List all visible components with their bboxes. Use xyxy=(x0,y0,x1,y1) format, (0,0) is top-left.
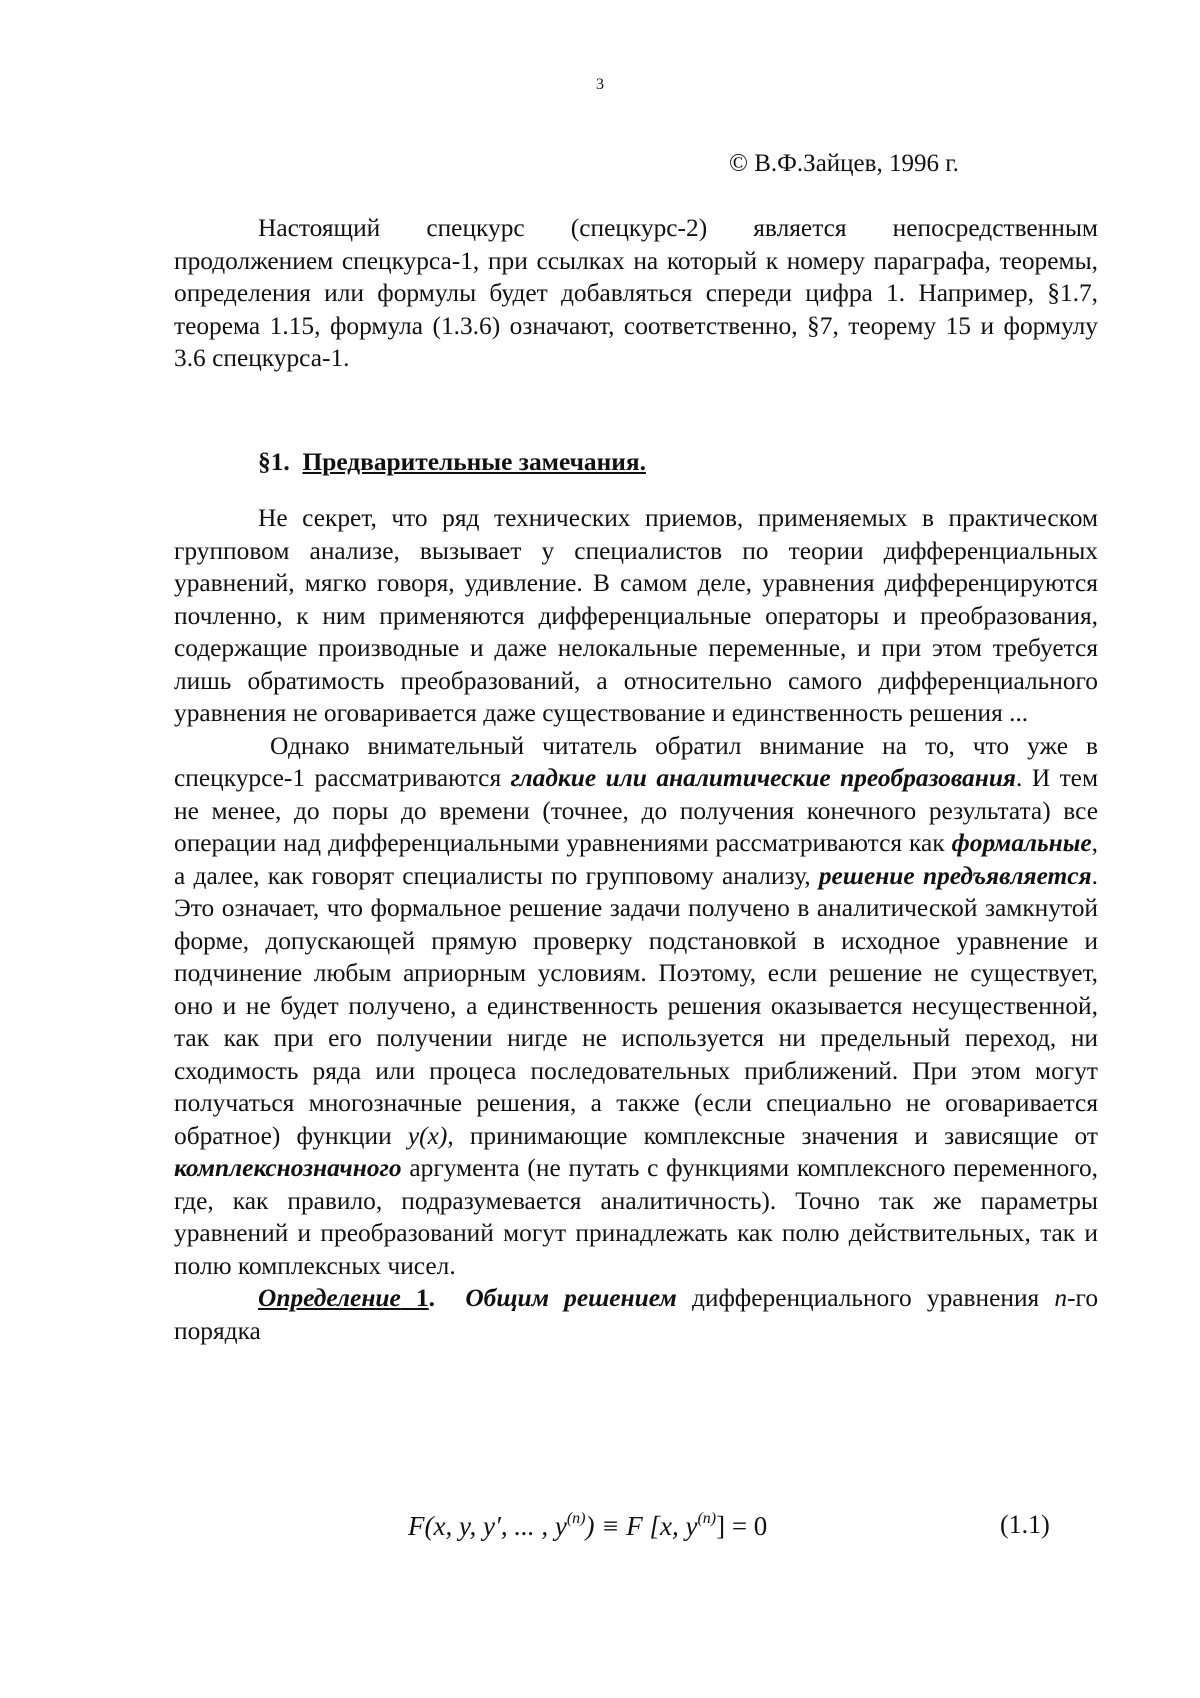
section-body xyxy=(174,502,1098,1347)
p2-text-5: , принимающие комплексные значения и зависящие от xyxy=(447,1121,1098,1150)
page-number: 3 xyxy=(596,76,604,93)
formula-sup-1: (n) xyxy=(566,1510,586,1527)
formula-sup-2: (n) xyxy=(697,1510,717,1527)
equation-number: (1.1) xyxy=(1000,1510,1050,1539)
p2-emph-smooth-transform: гладкие или аналитические преобразования xyxy=(510,764,1017,792)
section-heading xyxy=(258,448,646,477)
paragraph-1: Не секрет, что ряд технических приемов, применяемых в практическом групповом анализе, вызывает у специалистов по теории дифференциальных уравнений, мягко говоря, удивление. В самом деле, уравнения дифференцируются почленно, к ним применяются дифференциальные операторы и преобразования, содержащие производные и даже нелокальные переменные, и при этом требуется лишь обратимость преобразований, а относительно самого дифференциального уравнения не оговаривается даже существование и единственность решения ... xyxy=(174,504,1098,727)
intro-paragraph: Настоящий спецкурс (спецкурс-2) является непосредственным продолжением спецкурса-1, при ссылках на который к номеру параграфа, теоремы, определения или формулы будет добавляться спереди цифра 1. Например, §1.7, теорема 1.15, формула (1.3.6) означают, соответственно, §7, теорему 15 и формулу 3.6 спецкурса-1. xyxy=(174,214,1098,372)
p2-text-1: Однако внимательный читатель обратил внимание на то, что уже в спецкурсе-1 рассматриваются xyxy=(174,731,1098,792)
paragraph-2 xyxy=(174,730,1098,1283)
definition-term: Общим решением xyxy=(465,1284,677,1312)
definition-label: Определение xyxy=(258,1284,401,1312)
formula-rhs: ] = 0 xyxy=(716,1511,768,1541)
section-title: Предварительные замечания. xyxy=(302,448,646,476)
p2-text-2: . И тем не менее, до поры до времени (точнее, до получения конечного результата) все операции над дифференциальными уравнениями рассматриваются как xyxy=(174,764,1099,857)
definition-paragraph xyxy=(174,1282,1098,1347)
p2-text-6: аргумента (не путать с функциями комплексного переменного, где, как правило, подразумевается аналитичность). Точно так же параметры уравнений и преобразований могут принадлежать как полю действительных, так и полю комплексных чисел. xyxy=(174,1154,1098,1280)
definition-text: дифференциального уравнения xyxy=(676,1284,1055,1312)
definition-number: 1 xyxy=(400,1284,429,1312)
formula-mid: ) ≡ F [x, y xyxy=(585,1511,698,1541)
copyright-line: © В.Ф.Зайцев, 1996 г. xyxy=(729,150,959,177)
section-number: §1. xyxy=(258,448,290,476)
definition-text-2: -го порядка xyxy=(174,1284,1099,1345)
p2-function-yx: y(x) xyxy=(407,1121,448,1150)
equation-1-1 xyxy=(408,1510,767,1542)
intro-paragraph-block xyxy=(174,212,1098,375)
p2-text-3: , а далее, как говорят специалисты по групповому анализу, xyxy=(174,829,1098,890)
definition-dot: . xyxy=(428,1284,436,1312)
p2-text-4: . Это означает, что формальное решение задачи получено в аналитической замкнутой форме, допускающей прямую проверку подстановкой в исходное уравнение и подчинение любым априорным условиям. Поэтому, если решение не существует, оно и не будет получено, а единственность решения оказывается несущественной, так как при его получении нигде не используется ни предельный переход, ни сходимость ряда или процеса последовательных приближений. При этом могут получаться многозначные решения, а также (если специально не оговаривается обратное) функции xyxy=(174,861,1098,1150)
p2-emph-formal: формальные xyxy=(951,829,1092,857)
formula-lhs: F(x, y, y′, ... , y xyxy=(408,1511,567,1541)
p2-emph-solution-presented: решение предъявляется xyxy=(818,861,1092,890)
definition-n: n xyxy=(1054,1284,1068,1312)
p2-emph-complex-valued: комплекснозначного xyxy=(174,1154,402,1182)
